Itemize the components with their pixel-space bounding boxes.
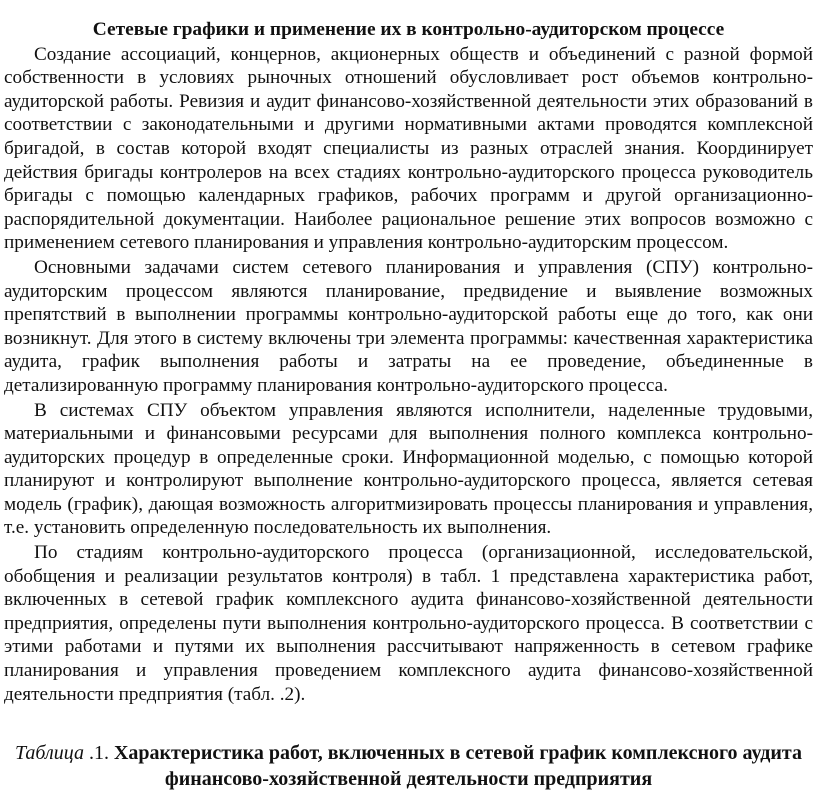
table-caption-label: Таблица	[15, 742, 84, 765]
table-caption-text: Характеристика работ, включенных в сетевой график комплексного аудита финансово-хозяйственной деятельности предприятия	[113, 742, 802, 791]
paragraph-4: По стадиям контрольно-аудиторского процесса (организационной, исследовательской, обобщения и реализации результатов контроля) в табл. 1 представлена характеристика работ, включенных в сетевой график комплексного аудита финансово-хозяйственной деятельности предприятия, определены пути выполнения контрольно-аудиторского процесса. В соответствии с этими работами и путями их выполнения рассчитывают напряженность в сетевом графике планирования и управления проведением комплексного аудита финансово-хозяйственной деятельности предприятия (табл. .2).	[4, 542, 813, 705]
paragraph-1: Создание ассоциаций, концернов, акционерных обществ и объединений с разной формой собственности в условиях рыночных отношений обусловливает рост объемов контрольно-аудиторской работы. Ревизия и аудит финансово-хозяйственной деятельности этих образований в соответствии с законодательными и другими нормативными актами проводятся комплексной бригадой, в состав которой входят специалисты из разных отраслей знания. Координирует действия бригады контролеров на всех стадиях контрольно-аудиторского процесса руководитель бригады с помощью календарных графиков, рабочих программ и другой организационно-распорядительной документации. Наиболее рациональное решение этих вопросов возможно с применением сетевого планирования и управления контрольно-аудиторским процессом.	[4, 43, 813, 254]
table-caption	[4, 740, 813, 792]
paragraph-3: В системах СПУ объектом управления являются исполнители, наделенные трудовыми, материальными и финансовыми ресурсами для выполнения полного комплекса контрольно-аудиторских процедур в определенные сроки. Информационной моделью, с помощью которой планируют и контролируют выполнение контрольно-аудиторского процесса, является сетевая модель (график), дающая возможность алгоритмизировать процессы планирования и управления, т.е. установить определенную последовательность их выполнения.	[4, 399, 813, 539]
table-caption-number: .1.	[83, 742, 114, 765]
document-title: Сетевые графики и применение их в контрольно-аудиторском процессе	[92, 19, 725, 40]
paragraph-2: Основными задачами систем сетевого планирования и управления (СПУ) контрольно-аудиторским процессом являются планирование, предвидение и выявление возможных препятствий в выполнении программы контрольно-аудиторской работы еще до того, как они возникнут. Для этого в систему включены три элемента программы: качественная характеристика аудита, график выполнения работы и затраты на ее проведение, объединенные в детализированную программу планирования контрольно-аудиторского процесса.	[4, 256, 813, 396]
